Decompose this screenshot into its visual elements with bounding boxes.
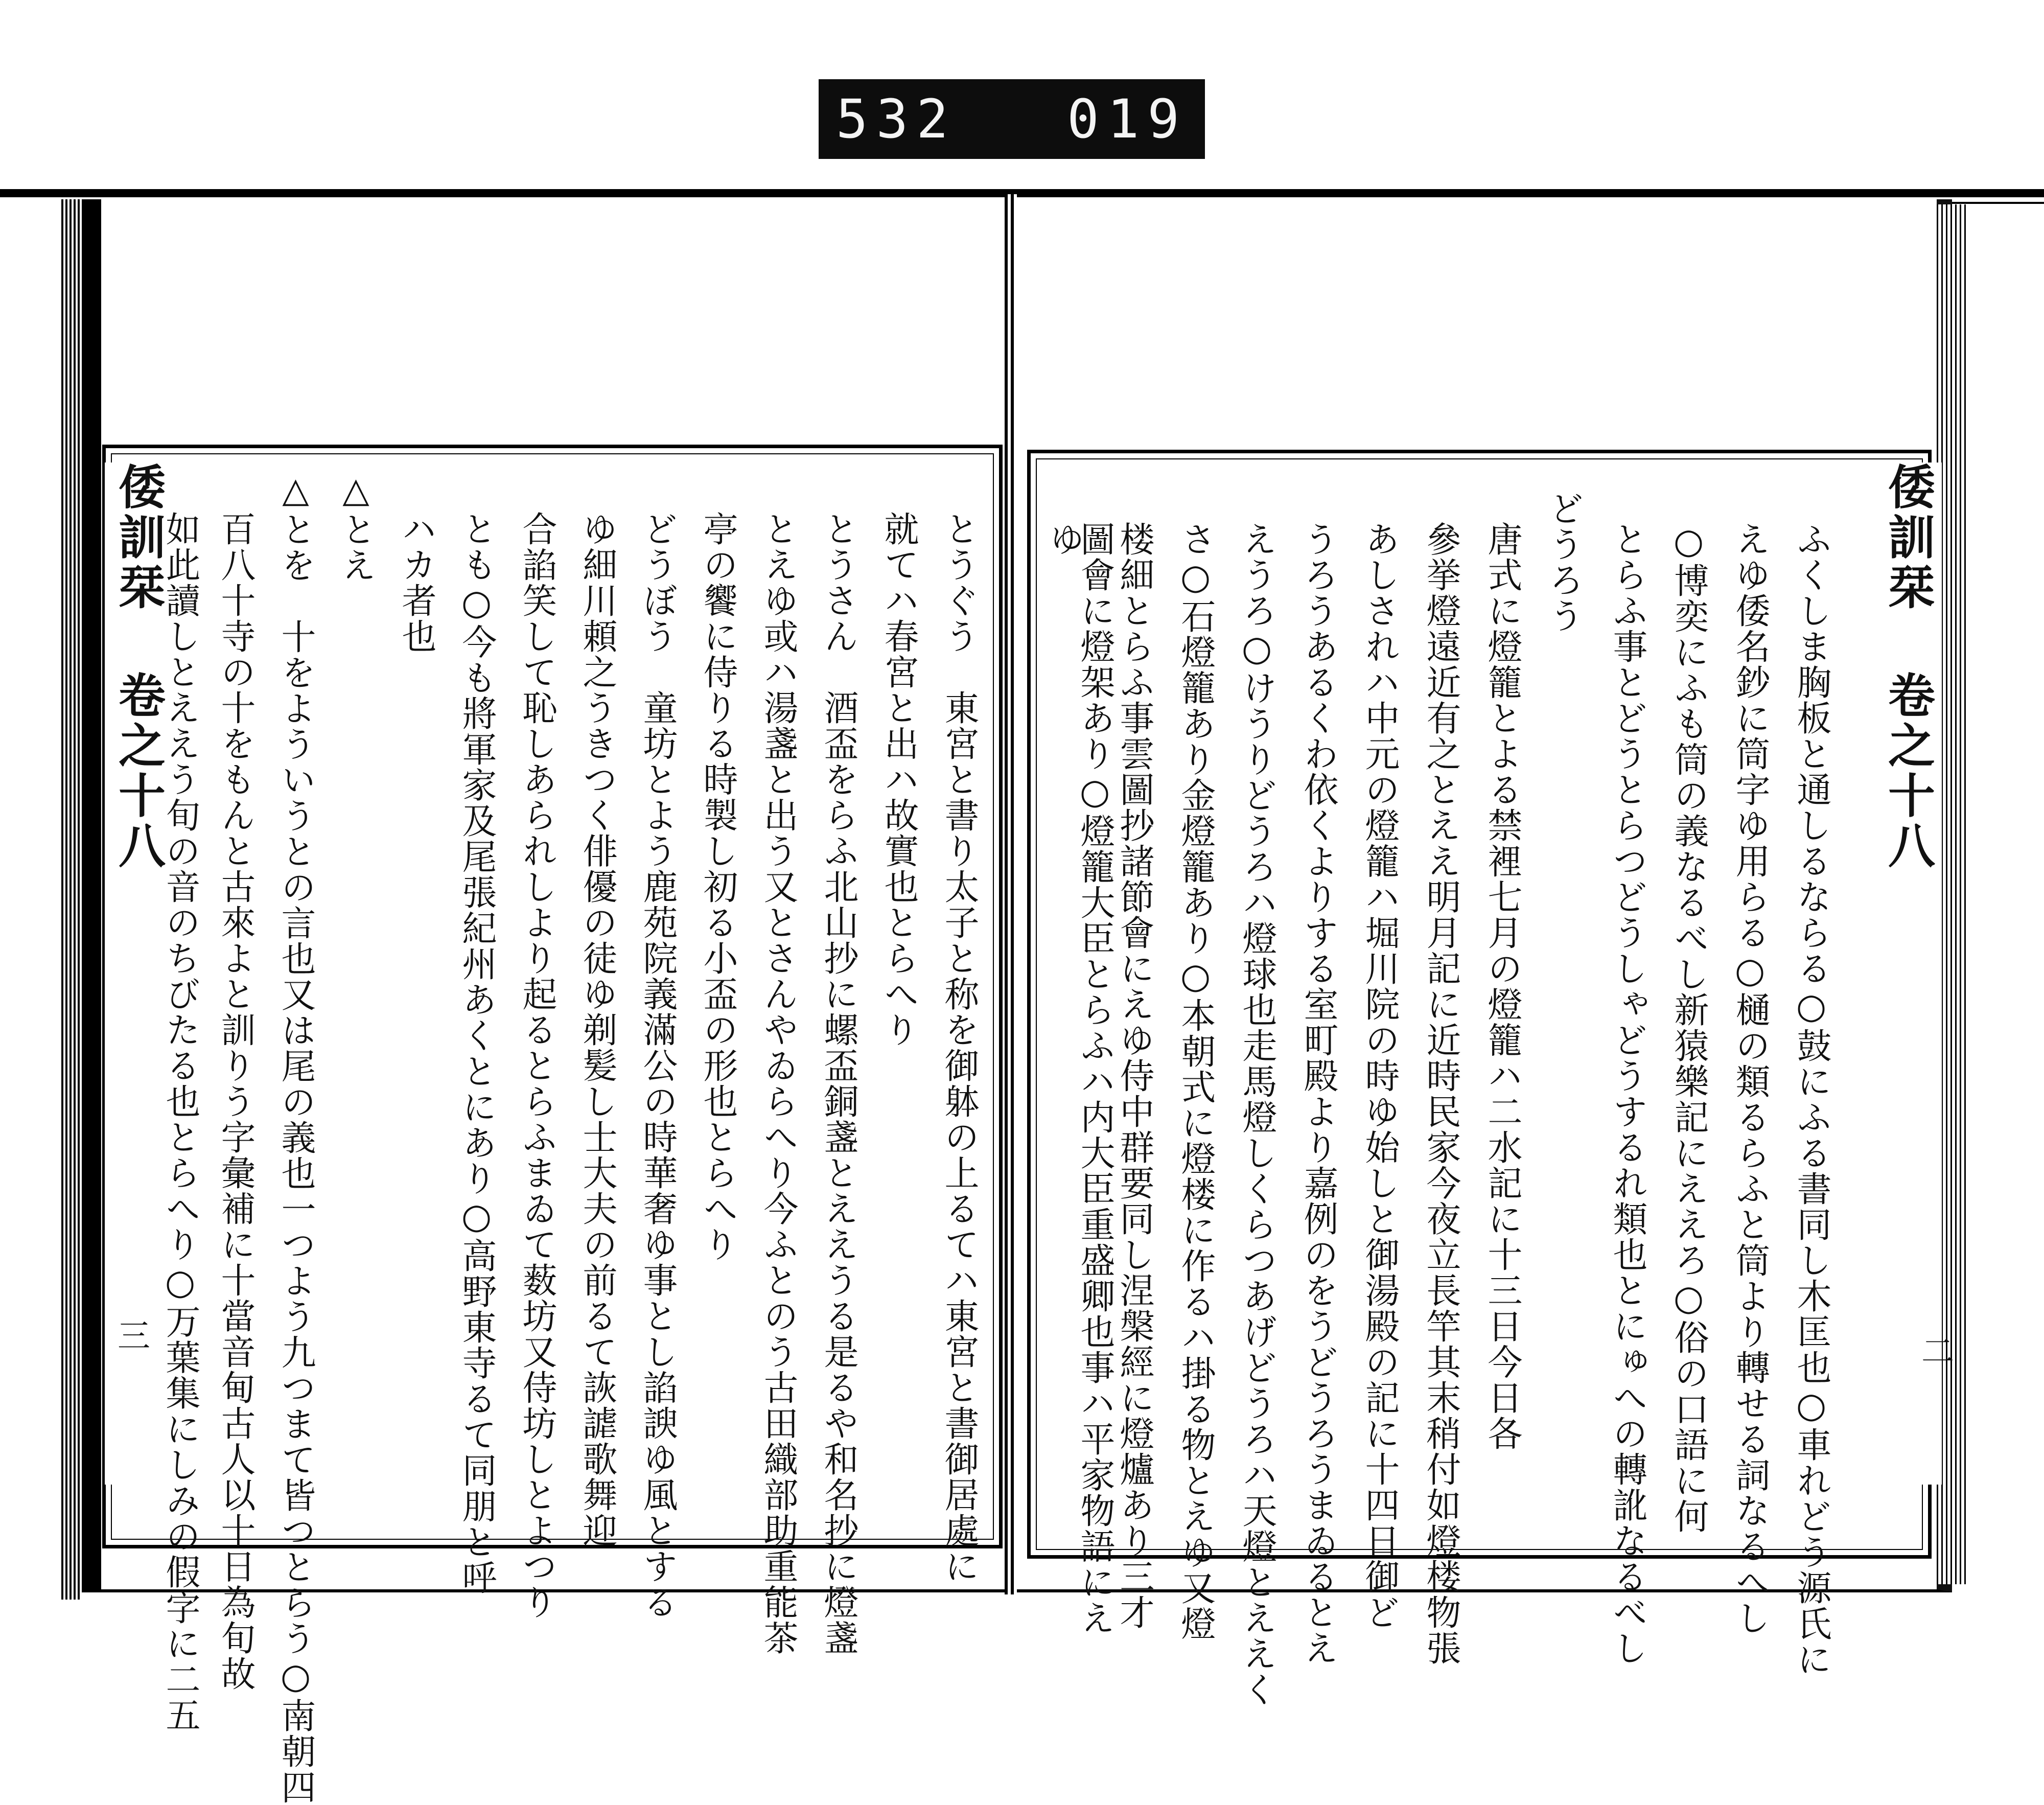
left-col-7: ゆ細川頼之うきつく俳優の徒ゆ剃髪し士大夫の前るて詼謔歌舞迎 bbox=[577, 511, 617, 1548]
left-page-header: 倭訓栞 卷之十八 bbox=[105, 462, 172, 1485]
reel-frame-number: 019 bbox=[1067, 88, 1188, 150]
right-page-inner-rule bbox=[1036, 458, 1923, 1550]
right-col-13: 圖會に燈架あり○燈籠大臣とらふハ内大臣重盛卿也事ハ平家物語にえ bbox=[1075, 521, 1115, 1636]
right-page-folio: 二 bbox=[1916, 1334, 1954, 1369]
left-col-5: 亭の饗に侍りる時製し初る小盃の形也とらへり bbox=[698, 511, 738, 1262]
right-page-header: 倭訓栞 卷之十八 bbox=[1874, 462, 1942, 1485]
book-left-edge bbox=[0, 199, 82, 1600]
left-col-14: 如此讀しとええう旬の音のちびたる也とらへり○万葉集にしみの假字に二五 bbox=[160, 511, 200, 1733]
left-col-13: 百八十寺の十をもんと古來よと訓りう字彙補に十當音甸古人以十日為旬故 bbox=[215, 511, 256, 1692]
left-col-9: とも○今も將軍家及尾張紀州あくとにあり○高野東寺るて同朋と呼 bbox=[456, 511, 497, 1595]
left-col-10: ハカ者也 bbox=[396, 511, 436, 654]
right-col-14: ゆ bbox=[1044, 521, 1084, 557]
left-page-folio: 三 bbox=[112, 1318, 150, 1353]
reel-roll-number: 532 bbox=[836, 88, 957, 150]
left-col-4: とえゆ或ハ湯盞と出う又とさんやゐらへり今ふとのう古田織部助重能茶 bbox=[758, 511, 798, 1656]
book-gutter bbox=[1005, 194, 1017, 1594]
right-col-10: えうろ○けうりどうろハ燈球也走馬燈しくらつあげどうろハ天燈とええく bbox=[1237, 521, 1277, 1707]
right-col-1: ふくしま胸板と通しるならる○鼓にふる書同し木匡也○車れどう源氏に bbox=[1791, 521, 1831, 1677]
left-col-8: 合諂笑して恥しあられしより起るとらふまゐて薮坊又侍坊しとよつり bbox=[517, 511, 557, 1620]
right-col-6: 唐式に燈籠とよる禁裡七月の燈籠ハ二水記に十三日今日各 bbox=[1482, 521, 1522, 1451]
left-col-1: とうぐう 東宮と書り太子と称を御躰の上るてハ東宮と書御居處に bbox=[939, 511, 979, 1584]
right-col-11: さ○石燈籠あり金燈籠あり○本朝式に燈楼に作るハ掛る物とえゆ又燈 bbox=[1175, 521, 1216, 1641]
right-col-4: とらふ事とどうとらつどうしゃどうするれ類也とにゅへの轉訛なるべし bbox=[1607, 521, 1647, 1666]
left-col-3: とうさん 酒盃をらふ北山抄に螺盃銅盞とええうる是るや和名抄に燈盞 bbox=[818, 511, 858, 1656]
right-col-9: うろうあるくわ依くよりする室町殿より嘉例のをうどうろうまゐるとえ bbox=[1298, 521, 1338, 1666]
left-col-6: どうぼう 童坊とよう鹿苑院義滿公の時華奢ゆ事とし諂諛ゆ風とする bbox=[637, 511, 678, 1620]
right-col-8: あしされハ中元の燈籠ハ堀川院の時ゆ始しと御湯殿の記に十四日御ど bbox=[1359, 521, 1400, 1630]
right-col-5: どうろう bbox=[1543, 491, 1584, 634]
right-col-2: えゆ倭名鈔に筒字ゆ用らる○樋の類るらふと筒より轉せる詞なるへし bbox=[1730, 521, 1770, 1636]
left-col-12: △とを 十をよういうとの言也又は尾の義也一つよう九つまて皆つとらう○南朝四 bbox=[275, 470, 316, 1805]
left-col-2: 就てハ春宮と出ハ故實也とらへり bbox=[878, 511, 919, 1048]
right-col-7: 參挙燈遠近有之とええ明月記に近時民家今夜立長竿其末稍付如燈楼物張 bbox=[1421, 521, 1461, 1666]
top-rule bbox=[0, 189, 2044, 197]
left-col-11: △とえ bbox=[336, 470, 376, 583]
reel-label bbox=[819, 79, 1205, 159]
right-col-12: 楼細とらふ事雲圖抄諸節會にえゆ侍中群要同し涅槃經に燈爐あり三才 bbox=[1114, 521, 1154, 1630]
right-col-3: ○博奕にふも筒の義なるべし新猿樂記にええろ○俗の口語に何 bbox=[1668, 521, 1709, 1534]
